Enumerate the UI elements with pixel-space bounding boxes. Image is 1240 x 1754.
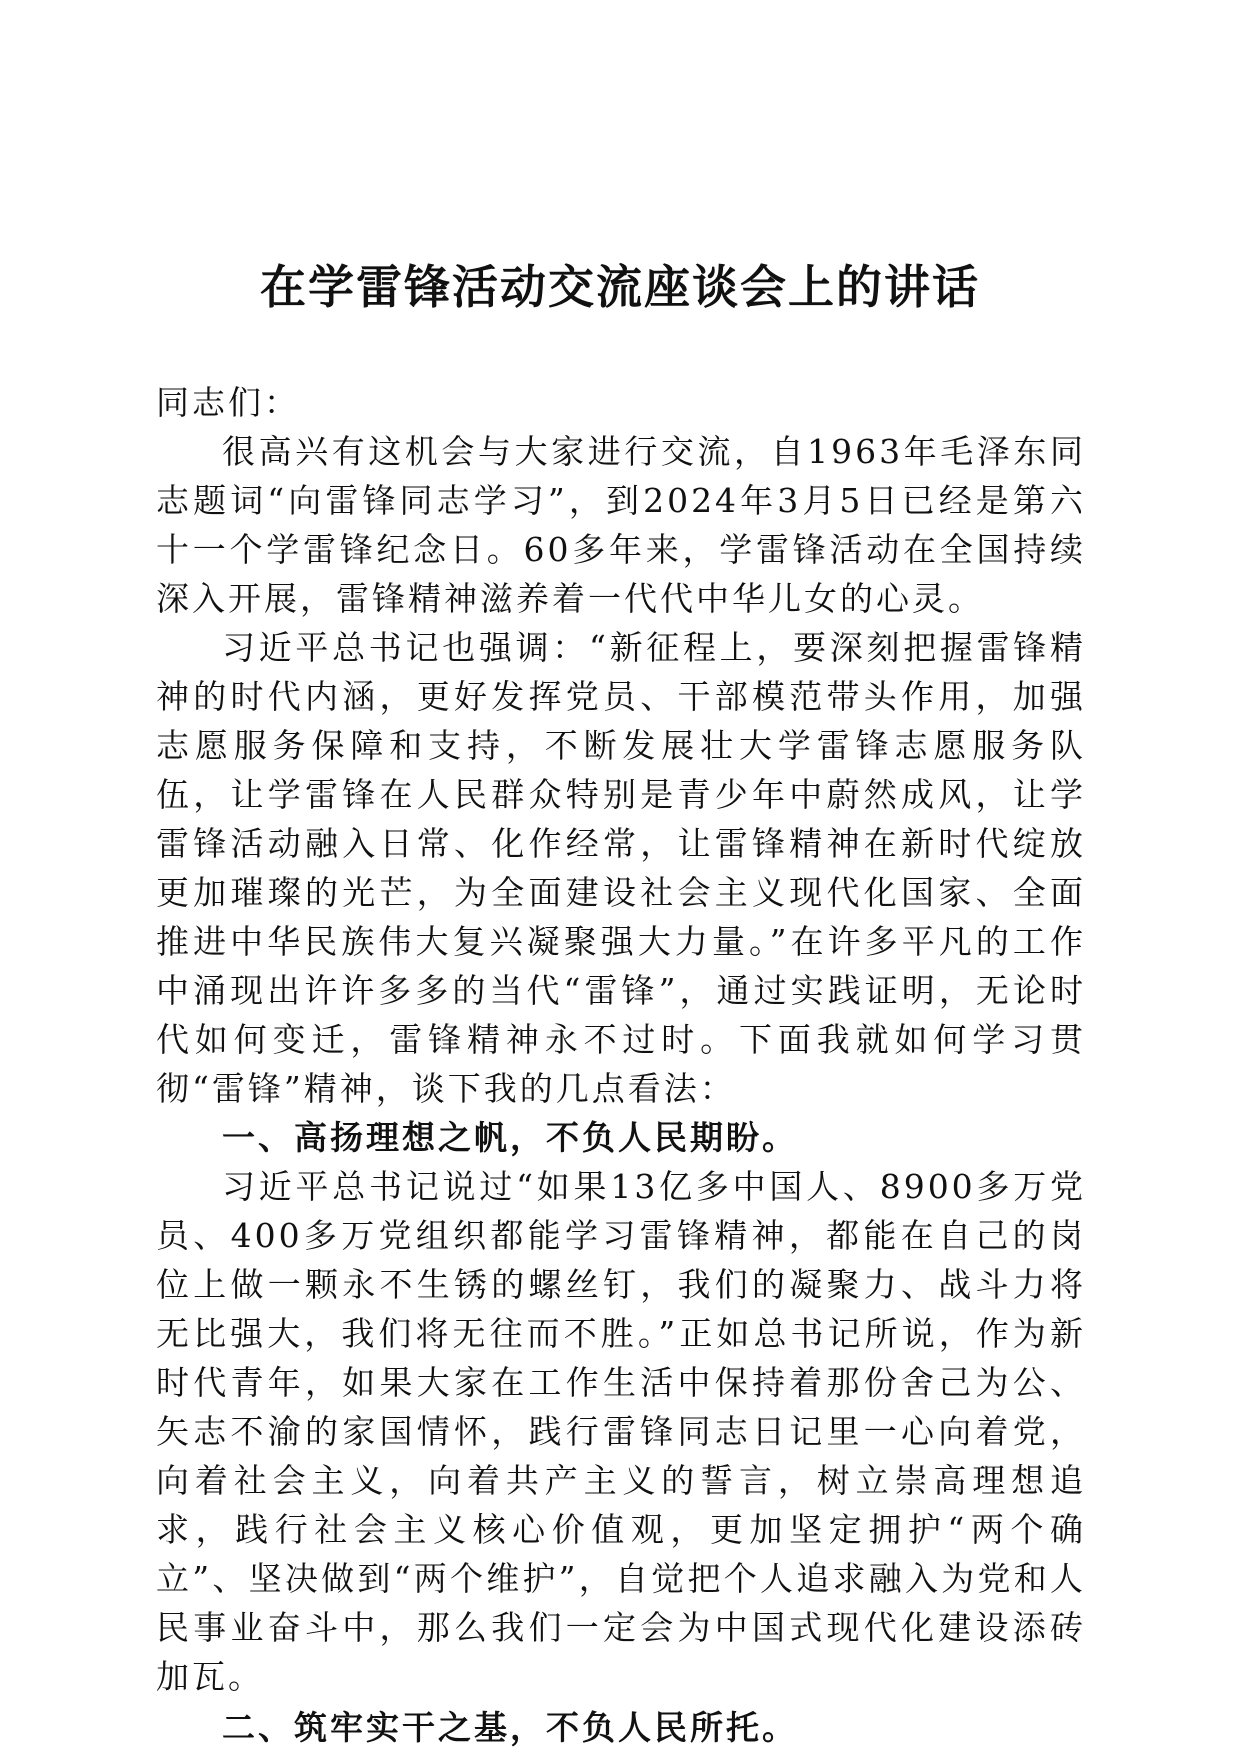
greeting: 同志们： bbox=[156, 383, 300, 422]
section-heading-2: 二、筑牢实干之基，不负人民所托。 bbox=[222, 1708, 798, 1747]
section-heading-1: 一、高扬理想之帆，不负人民期盼。 bbox=[222, 1118, 798, 1157]
document-title: 在学雷锋活动交流座谈会上的讲话 bbox=[260, 260, 980, 314]
document-body bbox=[156, 378, 1086, 1752]
section-1-paragraph: 习近平总书记说过“如果13亿多中国人、8900多万党员、400多万党组织都能学习雷锋精神，都能在自己的岗位上做一颗永不生锈的螺丝钉，我们的凝聚力、战斗力将无比强大，我们将无往而不胜。”正如总书记所说，作为新时代青年，如果大家在工作生活中保持着那份舍己为公、矢志不渝的家国情怀，践行雷锋同志日记里一心向着党，向着社会主义，向着共产主义的誓言，树立崇高理想追求，践行社会主义核心价值观，更加坚定拥护“两个确立”、坚决做到“两个维护”，自觉把个人追求融入为党和人民事业奋斗中，那么我们一定会为中国式现代化建设添砖加瓦。 bbox=[156, 1167, 1086, 1696]
paragraph-quote: 习近平总书记也强调：“新征程上，要深刻把握雷锋精神的时代内涵，更好发挥党员、干部模范带头作用，加强志愿服务保障和支持，不断发展壮大学雷锋志愿服务队伍，让学雷锋在人民群众特别是青少年中蔚然成风，让学雷锋活动融入日常、化作经常，让雷锋精神在新时代绽放更加璀璨的光芒，为全面建设社会主义现代化国家、全面推进中华民族伟大复兴凝聚强大力量。”在许多平凡的工作中涌现出许许多多的当代“雷锋”，通过实践证明，无论时代如何变迁，雷锋精神永不过时。下面我就如何学习贯彻“雷锋”精神，谈下我的几点看法： bbox=[156, 628, 1086, 1108]
paragraph-intro: 很高兴有这机会与大家进行交流，自1963年毛泽东同志题词“向雷锋同志学习”，到2024年3月5日已经是第六十一个学雷锋纪念日。60多年来，学雷锋活动在全国持续深入开展，雷锋精神滋养着一代代中华儿女的心灵。 bbox=[156, 432, 1086, 618]
